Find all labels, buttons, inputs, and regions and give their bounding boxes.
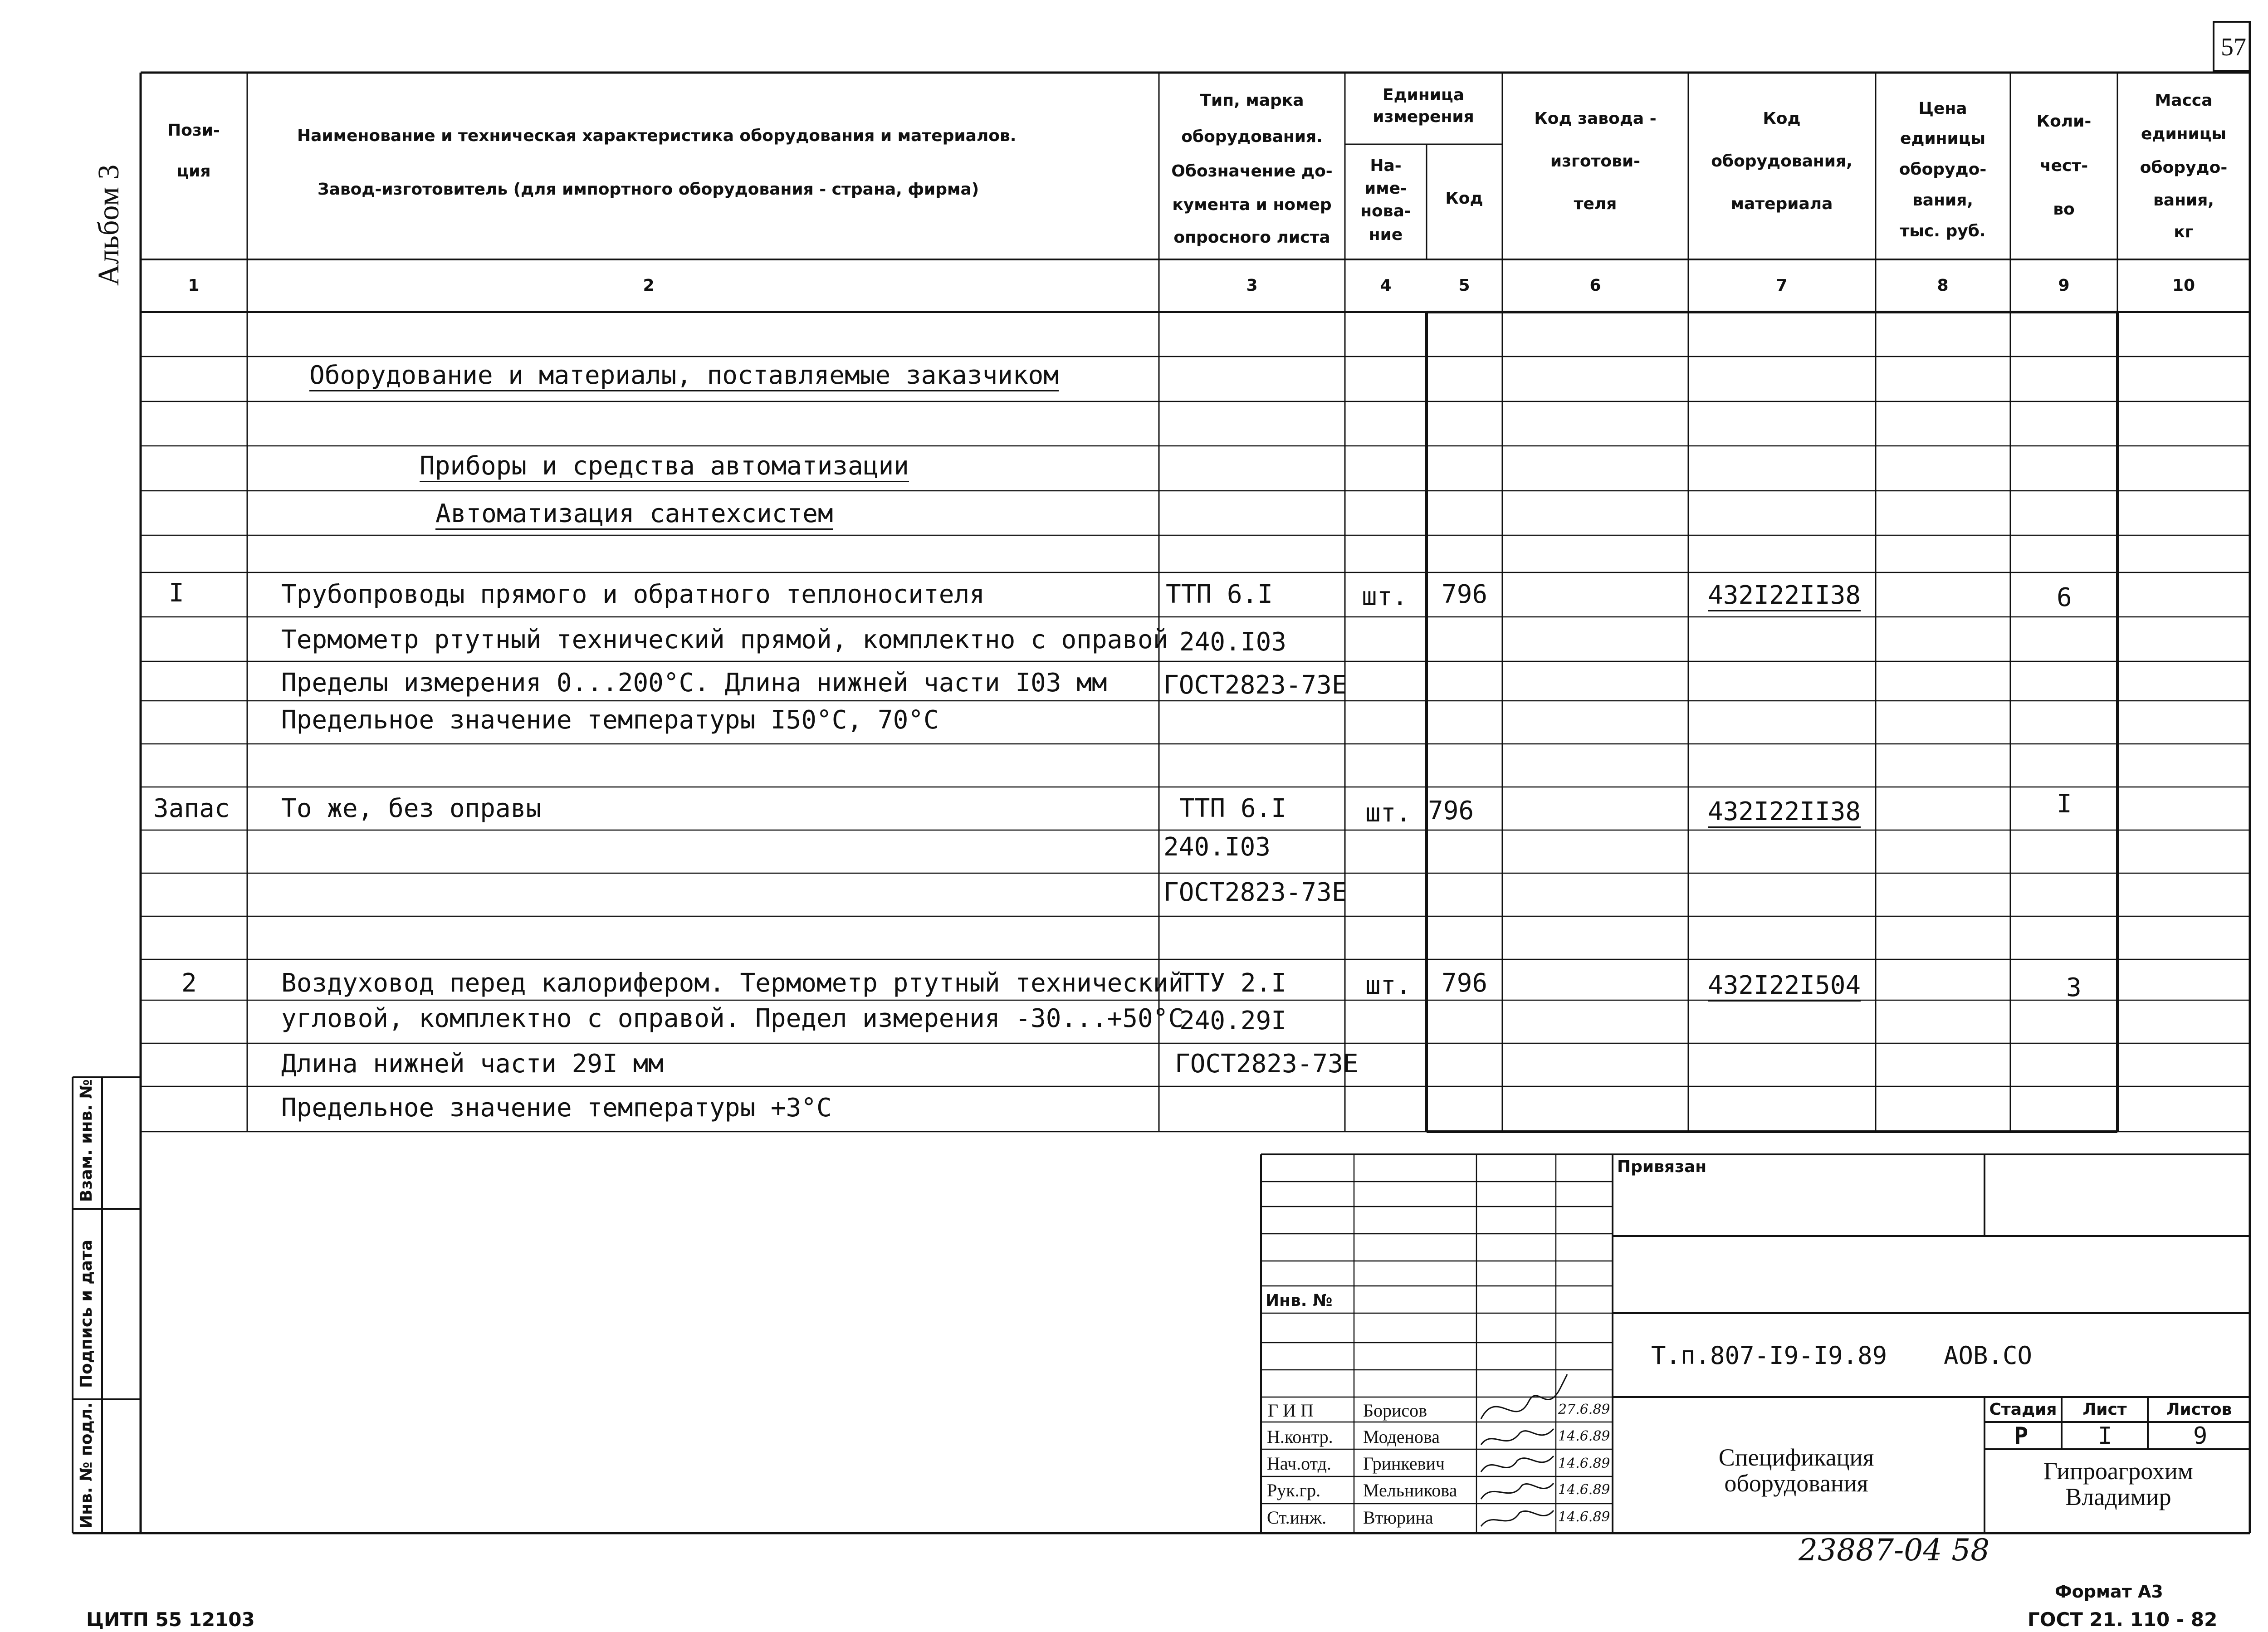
stamp-person: Втюрина bbox=[1363, 1507, 1433, 1528]
stamp-listov: 9 bbox=[2193, 1422, 2208, 1450]
stamp-person: Борисов bbox=[1363, 1400, 1427, 1421]
section-title-instruments: Приборы и средства автоматизации bbox=[420, 454, 909, 482]
sheet-number: 57 bbox=[2221, 33, 2246, 61]
row-equip-code: 432I22I504 bbox=[1708, 973, 1861, 1002]
row-pos: Запас bbox=[153, 794, 230, 823]
row-type: ТТП 6.I bbox=[1179, 794, 1287, 823]
row-qty: I bbox=[2057, 789, 2072, 819]
row-name: Пределы измерения 0...200°С. Длина нижней части I03 мм bbox=[281, 668, 1107, 698]
row-name: Термометр ртутный технический прямой, комплектно с оправой bbox=[281, 625, 1168, 655]
stamp-date: 14.6.89 bbox=[1558, 1509, 1610, 1525]
row-unit: шт. bbox=[1365, 798, 1412, 828]
stamp-stadiya: Р bbox=[2014, 1422, 2028, 1450]
row-type: ТТП 6.I bbox=[1166, 580, 1273, 609]
stamp-doc-code: Т.п.807-I9-I9.89 bbox=[1651, 1341, 1887, 1370]
row-qty: 3 bbox=[2066, 973, 2082, 1002]
row-type: ГОСТ2823-73Е bbox=[1175, 1049, 1359, 1079]
row-unit: шт. bbox=[1365, 971, 1412, 1000]
row-name: угловой, комплектно с оправой. Предел измерения -30...+50°С bbox=[281, 1004, 1184, 1033]
row-pos: 2 bbox=[181, 968, 197, 998]
stamp-date: 14.6.89 bbox=[1558, 1482, 1610, 1498]
section-title-customer-supplied: Оборудование и материалы, поставляемые заказчиком bbox=[309, 363, 1059, 391]
row-name: Воздуховод перед калорифером. Термометр ртутный технический bbox=[281, 968, 1184, 998]
stamp-role: Ст.инж. bbox=[1267, 1507, 1327, 1528]
stamp-privyazan: Привязан bbox=[1617, 1158, 1707, 1176]
row-qty: 6 bbox=[2057, 583, 2072, 612]
side-label-signature-date: Подпись и дата bbox=[77, 1240, 96, 1388]
stamp-date: 14.6.89 bbox=[1558, 1456, 1610, 1471]
gost-reference: ГОСТ 21. 110 - 82 bbox=[2028, 1608, 2218, 1631]
side-label-original-inv: Инв. № подл. bbox=[77, 1402, 96, 1529]
stamp-inv-no: Инв. № bbox=[1266, 1291, 1333, 1310]
row-type: 240.29I bbox=[1179, 1006, 1287, 1036]
header-c2-line2: Завод-изготовитель (для импортного оборудования - страна, фирма) bbox=[318, 180, 979, 199]
row-code: 796 bbox=[1442, 968, 1488, 998]
row-type: ГОСТ2823-73Е bbox=[1163, 878, 1347, 907]
row-unit: шт. bbox=[1362, 582, 1408, 611]
row-type: 240.I03 bbox=[1179, 627, 1287, 657]
row-name: Длина нижней части 29I мм bbox=[281, 1049, 664, 1079]
stamp-person: Моденова bbox=[1363, 1427, 1440, 1447]
row-type: ГОСТ2823-73Е bbox=[1163, 670, 1347, 700]
stamp-role: Рук.гр. bbox=[1267, 1480, 1321, 1500]
section-title-hvac-automation: Автоматизация сантехсистем bbox=[435, 501, 833, 530]
side-label-replacement-inv: Взам. инв. № bbox=[77, 1079, 96, 1202]
row-equip-code: 432I22II38 bbox=[1708, 799, 1861, 828]
paper-format: Формат А3 bbox=[2055, 1582, 2163, 1602]
row-name: Предельное значение температуры +3°С bbox=[281, 1093, 832, 1123]
stamp-mark: АОВ.СО bbox=[1944, 1341, 2033, 1370]
stamp-person: Мельникова bbox=[1363, 1480, 1457, 1500]
stamp-role: Н.контр. bbox=[1267, 1427, 1333, 1447]
stamp-role: Г И П bbox=[1268, 1400, 1314, 1421]
row-code: 796 bbox=[1428, 796, 1474, 826]
stamp-role: Нач.отд. bbox=[1267, 1453, 1331, 1474]
stamp-date: 27.6.89 bbox=[1558, 1402, 1610, 1417]
stamp-person: Гринкевич bbox=[1363, 1453, 1445, 1474]
stamp-date: 14.6.89 bbox=[1558, 1428, 1610, 1444]
row-type: 240.I03 bbox=[1163, 832, 1271, 862]
album-label: Альбом 3 bbox=[92, 164, 125, 286]
row-name: То же, без оправы bbox=[281, 794, 542, 823]
stamp-list: I bbox=[2098, 1422, 2112, 1450]
citp-code: ЦИТП 55 12103 bbox=[86, 1608, 255, 1631]
row-pos: I bbox=[169, 578, 184, 608]
handwritten-archive-number: 23887-04 58 bbox=[1799, 1533, 1990, 1568]
header-c2-line1: Наименование и техническая характеристика оборудования и материалов. bbox=[297, 127, 1017, 145]
row-type: ТТУ 2.I bbox=[1179, 968, 1287, 998]
row-code: 796 bbox=[1442, 580, 1488, 609]
row-name: Трубопроводы прямого и обратного теплоносителя bbox=[281, 580, 985, 609]
row-equip-code: 432I22II38 bbox=[1708, 583, 1861, 611]
row-name: Предельное значение температуры I50°С, 70°С bbox=[281, 705, 939, 735]
